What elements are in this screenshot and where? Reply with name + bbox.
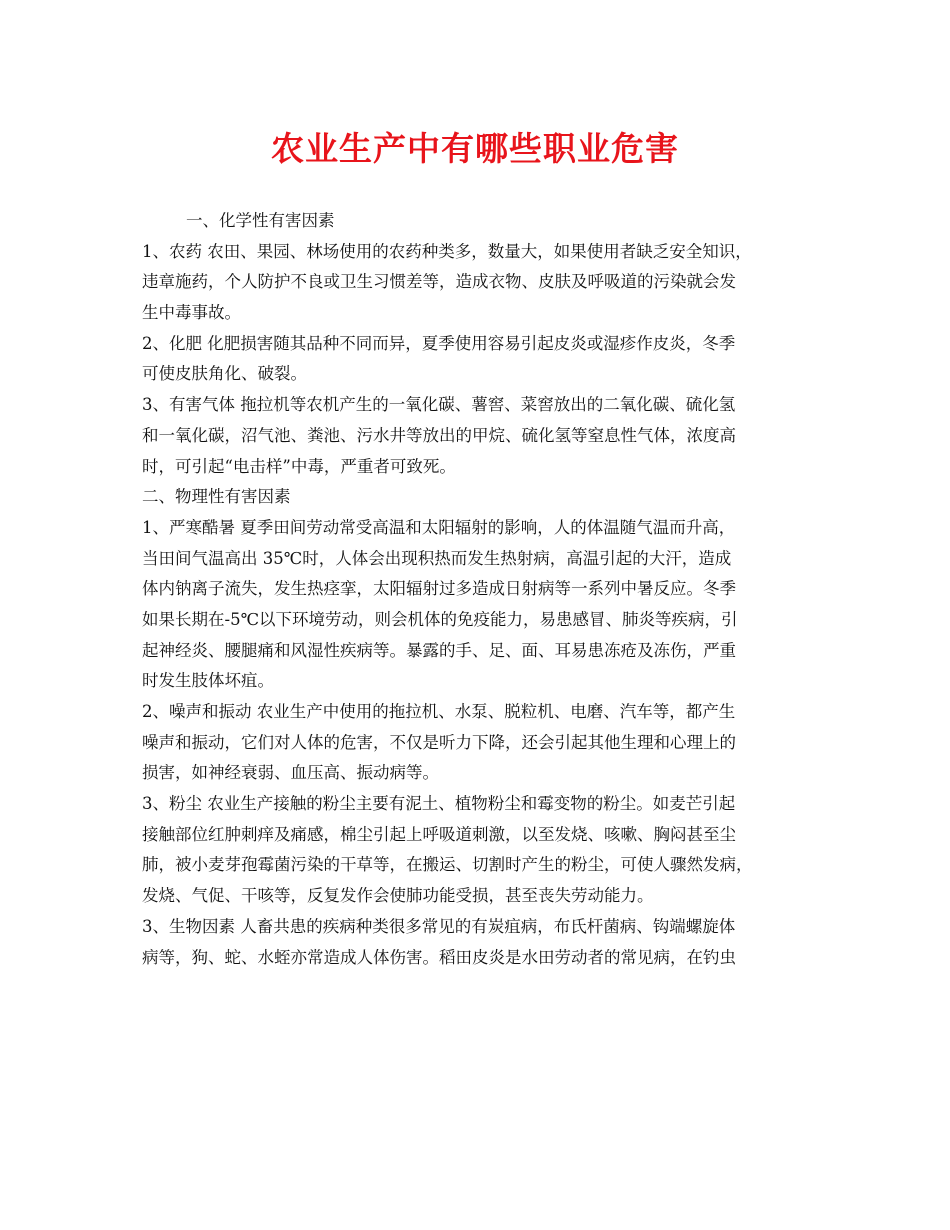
text-line: 肺，被小麦芽孢霉菌污染的干草等，在搬运、切割时产生的粉尘，可使人骤然发病， bbox=[142, 855, 753, 875]
text-line: 可使皮肤角化、破裂。 bbox=[142, 364, 307, 384]
text-line: 体内钠离子流失，发生热痉挛，太阳辐射过多造成日射病等一系列中暑反应。冬季 bbox=[142, 579, 736, 599]
text-line: 病等，狗、蛇、水蛭亦常造成人体伤害。稻田皮炎是水田劳动者的常见病，在钓虫 bbox=[142, 947, 736, 967]
text-line: 时，可引起“电击样”中毒，严重者可致死。 bbox=[142, 456, 456, 476]
document-body bbox=[142, 206, 814, 973]
text-line: 如果长期在-5℃以下环境劳动，则会机体的免疫能力，易患感冒、肺炎等疾病，引 bbox=[142, 609, 738, 629]
section-heading-chemical: 一、化学性有害因素 bbox=[186, 211, 335, 230]
text-line: 1、严寒酷暑 夏季田间劳动常受高温和太阳辐射的影响，人的体温随气温而升高， bbox=[142, 517, 736, 537]
text-line: 2、化肥 化肥损害随其品种不同而异，夏季使用容易引起皮炎或湿疹作皮炎，冬季 bbox=[142, 333, 736, 353]
text-line: 起神经炎、腰腿痛和风湿性疾病等。暴露的手、足、面、耳易患冻疮及冻伤，严重 bbox=[142, 640, 736, 660]
text-line: 损害，如神经衰弱、血压高、振动病等。 bbox=[142, 763, 439, 783]
text-line: 1、农药 农田、果园、林场使用的农药种类多，数量大，如果使用者缺乏安全知识， bbox=[142, 241, 752, 261]
text-line: 违章施药，个人防护不良或卫生习惯差等，造成衣物、皮肤及呼吸道的污染就会发 bbox=[142, 272, 736, 292]
text-line: 时发生肢体坏疽。 bbox=[142, 671, 274, 691]
text-line: 3、生物因素 人畜共患的疾病种类很多常见的有炭疽病，布氏杆菌病、钩端螺旋体 bbox=[142, 916, 736, 936]
section-heading-physical: 二、物理性有害因素 bbox=[142, 487, 291, 507]
text-line: 3、有害气体 拖拉机等农机产生的一氧化碳、薯窖、菜窖放出的二氧化碳、硫化氢 bbox=[142, 395, 736, 415]
text-line: 和一氧化碳，沼气池、粪池、污水井等放出的甲烷、硫化氢等窒息性气体，浓度高 bbox=[142, 425, 736, 445]
document-title: 农业生产中有哪些职业危害 bbox=[271, 129, 679, 168]
text-line: 噪声和振动，它们对人体的危害，不仅是听力下降，还会引起其他生理和心理上的 bbox=[142, 732, 736, 752]
text-line: 2、噪声和振动 农业生产中使用的拖拉机、水泵、脱粒机、电磨、汽车等，都产生 bbox=[142, 702, 736, 721]
text-line: 当田间气温高出 35℃时，人体会出现积热而发生热射病，高温引起的大汗，造成 bbox=[142, 548, 732, 568]
text-line: 发烧、气促、干咳等，反复发作会使肺功能受损，甚至丧失劳动能力。 bbox=[142, 886, 654, 906]
text-line: 生中毒事故。 bbox=[142, 303, 241, 323]
text-line: 3、粉尘 农业生产接触的粉尘主要有泥土、植物粉尘和霉变物的粉尘。如麦芒引起 bbox=[142, 794, 736, 814]
text-line: 接触部位红肿刺痒及痛感，棉尘引起上呼吸道刺激，以至发烧、咳嗽、胸闷甚至尘 bbox=[142, 824, 736, 844]
